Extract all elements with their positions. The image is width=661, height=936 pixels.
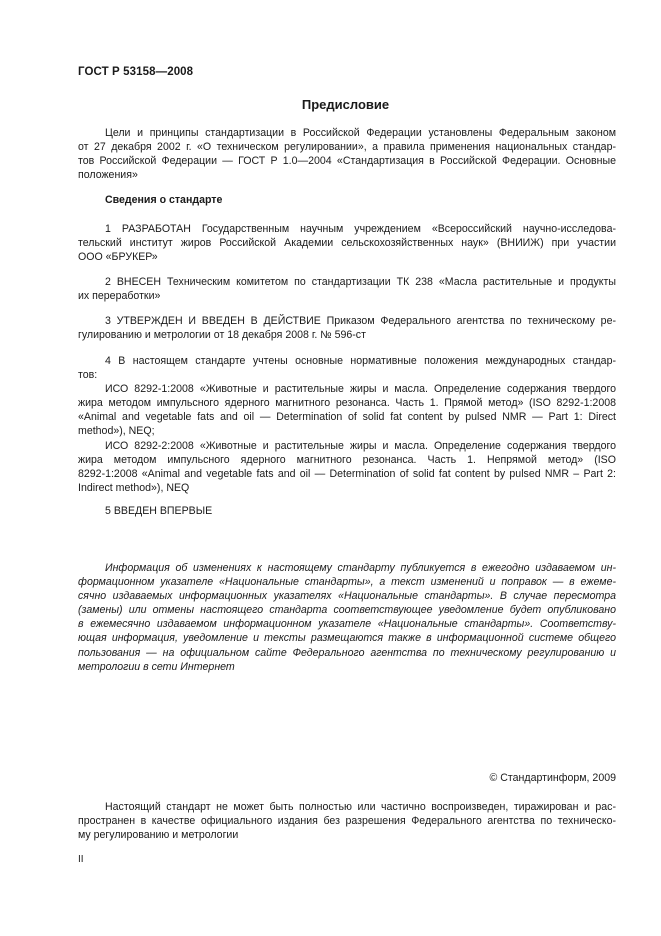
- item-line: тов:: [78, 369, 98, 382]
- item-line: «Animal and vegetable fats and oil — Determination of solid fat content by pulsed NMR — Part 1: Direct: [78, 411, 616, 424]
- intro-line: тов Российской Федерации — ГОСТ Р 1.0—2004 «Стандартизация в Российской Федерации. Основные: [78, 155, 616, 168]
- page-number: II: [78, 854, 84, 865]
- item-line: ИСО 8292-1:2008 «Животные и растительные жиры и масла. Определение содержания твердого: [105, 383, 616, 396]
- notice-line: сячно издаваемых информационных указателях «Национальные стандарты». В случае пересмотра: [78, 590, 616, 603]
- notice-line: пользования — на официальном сайте Федерального агентства по техническому регулированию и: [78, 646, 616, 659]
- item-line: 2 ВНЕСЕН Техническим комитетом по стандартизации ТК 238 «Масла растительные и продукты: [105, 276, 616, 288]
- item-line: Indirect method»), NEQ: [78, 481, 190, 494]
- item-line: 3 УТВЕРЖДЕН И ВВЕДЕН В ДЕЙСТВИЕ Приказом Федерального агентства по техническому ре-: [105, 315, 616, 327]
- item-line: method»), NEQ;: [78, 425, 155, 438]
- notice-line: формационном указателе «Национальные стандарты», а текст изменений и поправок — в ежеме-: [78, 576, 616, 589]
- item-line: жира методом импульсного ядерного магнитного резонанса. Часть 1. Непрямой метод» (ISO: [78, 453, 616, 466]
- item-4: [78, 354, 616, 495]
- item-line: их переработки»: [78, 290, 161, 303]
- item-5: [78, 504, 616, 518]
- item-line: жира методом импульсного ядерного магнитного резонанса. Часть 1. Прямой метод» (ISO 8292-1:2008: [78, 397, 616, 410]
- reproduction-notice: [78, 800, 616, 842]
- intro-paragraph: [78, 126, 616, 182]
- notice-line: в ежемесячно издаваемом информационном указателе «Национальные стандарты». Соответству-: [78, 618, 616, 631]
- copyright-notice: © Стандартинформ, 2009: [489, 772, 616, 784]
- item-2: [78, 275, 616, 303]
- item-line: ООО «БРУКЕР»: [78, 251, 158, 264]
- page-title: Предисловие: [301, 97, 390, 112]
- item-line: 5 ВВЕДЕН ВПЕРВЫЕ: [105, 505, 213, 517]
- item-line: 8292-1:2008 «Animal and vegetable fats and oil — Determination of solid fat content by pulsed NMR – Part 2:: [78, 467, 616, 480]
- intro-line: от 27 декабря 2002 г. «О техническом регулировании», а правила применения национальных стандар-: [78, 141, 616, 154]
- document-id-header: ГОСТ Р 53158—2008: [78, 66, 194, 78]
- footer-line: Настоящий стандарт не может быть полностью или частично воспроизведен, тиражирован и рас-: [105, 801, 616, 813]
- notice-line: (замены) или отмены настоящего стандарта соответствующее уведомление будет опубликовано: [78, 604, 616, 617]
- item-line: 1 РАЗРАБОТАН Государственным научным учреждением «Всероссийский научно-исследова-: [105, 223, 616, 235]
- intro-line: положения»: [78, 169, 138, 182]
- item-3: [78, 314, 616, 342]
- item-line: 4 В настоящем стандарте учтены основные нормативные положения международных стандар-: [105, 355, 616, 367]
- notice-line: Информация об изменениях к настоящему стандарту публикуется в ежегодно издаваемом ин-: [105, 562, 616, 574]
- item-line: ИСО 8292-2:2008 «Животные и растительные жиры и масла. Определение содержания твердого: [105, 439, 616, 452]
- item-line: тельский институт жиров Российской Академии сельскохозяйственных наук» (ВНИИЖ) при участии: [78, 237, 616, 250]
- notice-line: ющая информация, уведомление и тексты размещаются также в информационной системе общего: [78, 632, 616, 645]
- footer-line: пространен в качестве официального издания без разрешения Федерального агентства по техническо-: [78, 815, 616, 828]
- standard-info-heading: Сведения о стандарте: [105, 194, 223, 206]
- intro-line: Цели и принципы стандартизации в Российской Федерации установлены Федеральным законом: [105, 127, 616, 139]
- amendment-notice: [78, 561, 616, 674]
- notice-line: метрологии в сети Интернет: [78, 660, 235, 673]
- footer-line: му регулированию и метрологии: [78, 829, 239, 842]
- item-1: [78, 222, 616, 264]
- item-line: гулированию и метрологии от 18 декабря 2008 г. № 596-ст: [78, 329, 366, 342]
